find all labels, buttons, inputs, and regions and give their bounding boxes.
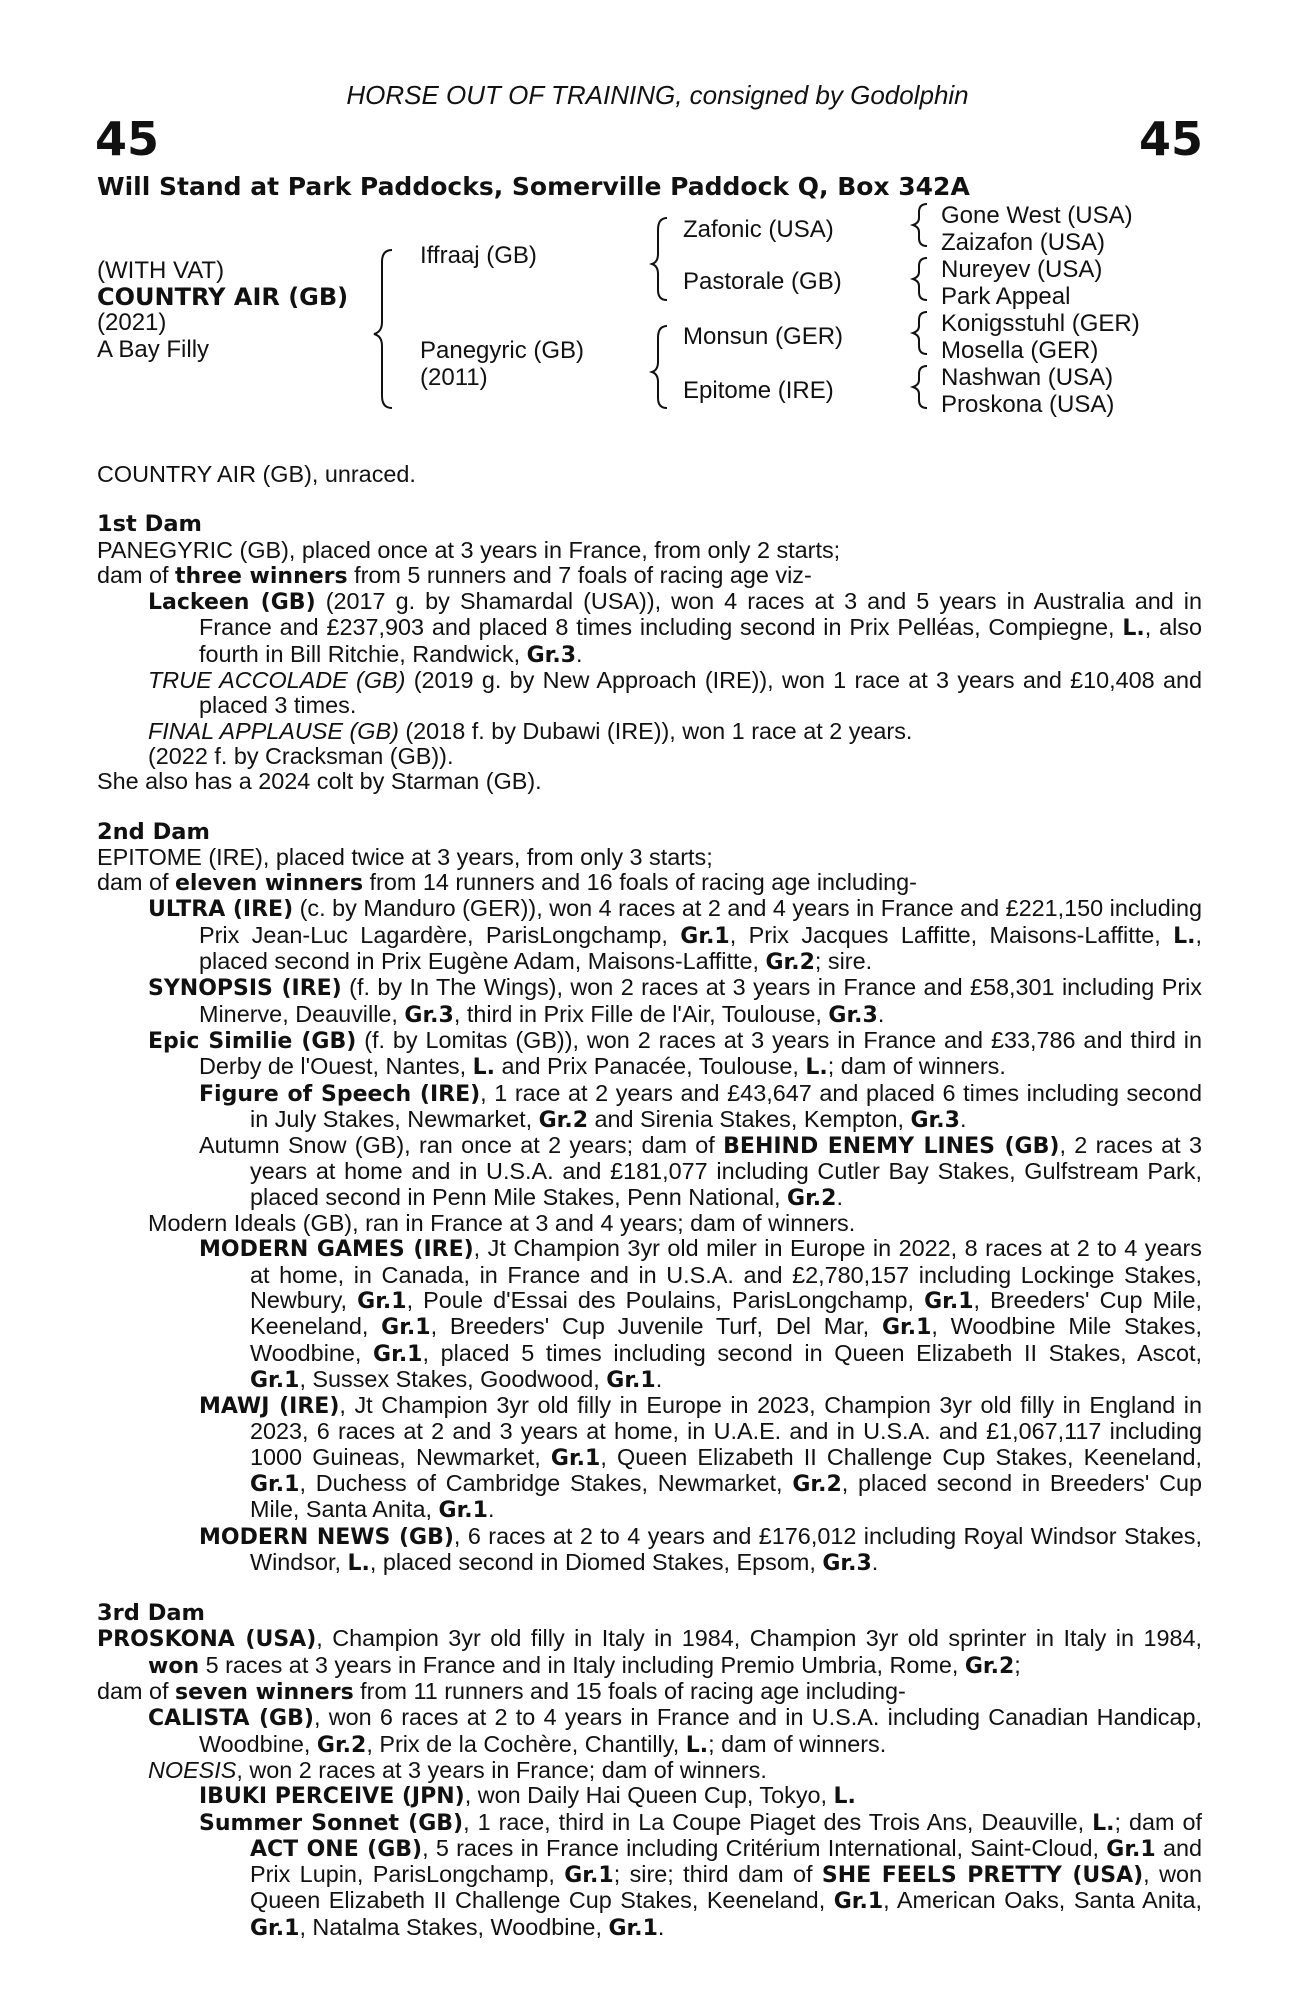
entry-modern-ideals: Modern Ideals (GB), ran in France at 3 and 4 years; dam of winners. [148,1210,856,1237]
gen4-7: Nashwan (USA) [941,364,1114,391]
entry-true-accolade: TRUE ACCOLADE (GB) (2019 g. by New Approach (IRE)), won 1 race at 3 years and £10,408 and placed 3 times. [148,667,1202,719]
stand-location: Will Stand at Park Paddocks, Somerville Paddock Q, Box 342A [97,172,970,201]
entry-2024-colt: She also has a 2024 colt by Starman (GB). [97,768,542,795]
second-dam-line: EPITOME (IRE), placed twice at 3 years, from only 3 starts; [97,843,713,870]
gen4-6: Mosella (GER) [941,337,1099,364]
entry-noesis: NOESIS, won 2 races at 3 years in France; dam of winners. [148,1756,767,1783]
entry-2022-filly: (2022 f. by Cracksman (GB)). [148,742,454,769]
entry-calista: CALISTA (GB), won 6 races at 2 to 4 years in France and in U.S.A. including Canadian Handicap, Woodbine, Gr.2, Prix de la Cochère, Chantilly, L.; dam of winners. [148,1704,1203,1758]
pedigree-notes [97,462,1202,1941]
granddam-sire: Pastorale (GB) [683,268,842,295]
sire-name: Iffraaj (GB) [420,242,537,269]
first-dam-heading: 1st Dam [97,511,202,538]
granddam-dam: Epitome (IRE) [683,377,834,404]
consignor-header: HORSE OUT OF TRAINING, consigned by Godolphin [346,80,969,110]
first-dam-line: PANEGYRIC (GB), placed once at 3 years in France, from only 2 starts; [97,536,841,563]
first-dam-produce: dam of three winners from 5 runners and 7 foals of racing age viz- [97,561,812,589]
gen4-8: Proskona (USA) [941,391,1115,418]
gen4-1: Gone West (USA) [941,202,1133,229]
dam-year: (2011) [420,364,488,391]
entry-epic-similie: Epic Similie (GB) (f. by Lomitas (GB)), won 2 races at 3 years in France and £33,786 and third in Derby de l'Ouest, Nantes, L. and Prix Panacée, Toulouse, L.; dam of winners. [148,1026,1202,1081]
second-dam-produce: dam of eleven winners from 14 runners and 16 foals of racing age including- [97,869,917,897]
grandsire-dam: Monsun (GER) [683,323,844,350]
gen4-4: Park Appeal [941,283,1071,310]
third-dam-produce: dam of seven winners from 11 runners and 15 foals of racing age including- [97,1678,906,1706]
entry-synopsis: SYNOPSIS (IRE) (f. by In The Wings), won 2 races at 3 years in France and £58,301 including Prix Minerve, Deauville, Gr.3, third in Prix Fille de l'Air, Toulouse, Gr.3. [148,974,1203,1028]
third-dam-heading: 3rd Dam [97,1600,205,1627]
lot-number-right: 45 [1138,112,1203,166]
horse-name: COUNTRY AIR (GB) [97,283,349,311]
gen4-2: Zaizafon (USA) [941,229,1106,256]
entry-final-applause: FINAL APPLAUSE (GB) (2018 f. by Dubawi (IRE)), won 1 race at 2 years. [148,717,913,744]
entry-ibuki-perceive: IBUKI PERCEIVE (JPN), won Daily Hai Queen Cup, Tokyo, L. [199,1782,856,1810]
gen4-5: Konigsstuhl (GER) [941,310,1140,337]
entry-summer-sonnet: Summer Sonnet (GB), 1 race, third in La Coupe Piaget des Trois Ans, Deauville, L.; dam of ACT ONE (GB), 5 races in France including Critérium International, Saint-Cloud, Gr.1 and Prix Lupin, ParisLongchamp, Gr.1; sire; third dam of SHE FEELS PRETTY (USA), won Queen Elizabeth II Challenge Cup Stakes, Keeneland, Gr.1, American Oaks, Santa Anita, Gr.1, Natalma Stakes, Woodbine, Gr.1. [199,1808,1202,1941]
lot-number-left: 45 [95,112,160,166]
gen4-3: Nureyev (USA) [941,256,1103,283]
entry-modern-news: MODERN NEWS (GB), 6 races at 2 to 4 years and £176,012 including Royal Windsor Stakes, Windsor, L., placed second in Diomed Stakes, Epsom, Gr.3. [199,1522,1202,1576]
horse-year: (2021) [97,309,167,336]
entry-figure-of-speech: Figure of Speech (IRE), 1 race at 2 years and £43,647 and placed 6 times including second in July Stakes, Newmarket, Gr.2 and Sirenia Stakes, Kempton, Gr.3. [199,1079,1202,1133]
entry-autumn-snow: Autumn Snow (GB), ran once at 2 years; dam of BEHIND ENEMY LINES (GB), 2 races at 3 years at home and in U.S.A. and £181,077 including Cutler Bay Stakes, Gulfstream Park, placed second in Penn Mile Stakes, Penn National, Gr.2. [199,1132,1203,1211]
unraced-note: COUNTRY AIR (GB), unraced. [97,461,416,487]
dam-name: Panegyric (GB) [420,337,585,364]
horse-description: A Bay Filly [97,336,210,363]
entry-lackeen: Lackeen (GB) (2017 g. by Shamardal (USA)), won 4 races at 3 and 5 years in Australia and in France and £237,903 and placed 8 times including second in Prix Pelléas, Compiegne, L., also fourth in Bill Ritchie, Randwick, Gr.3. [148,588,1202,668]
pedigree-braces [0,0,1315,430]
second-dam-heading: 2nd Dam [97,818,210,845]
entry-modern-games: MODERN GAMES (IRE), Jt Champion 3yr old miler in Europe in 2022, 8 races at 2 to 4 years at home, in Canada, in France and in U.S.A. and £2,780,157 including Lockinge Stakes, Newbury, Gr.1, Poule d'Essai des Poulains, ParisLongchamp, Gr.1, Breeders' Cup Mile, Keeneland, Gr.1, Breeders' Cup Juvenile Turf, Del Mar, Gr.1, Woodbine Mile Stakes, Woodbine, Gr.1, placed 5 times including second in Queen Elizabeth II Stakes, Ascot, Gr.1, Sussex Stakes, Goodwood, Gr.1. [199,1235,1202,1393]
grandsire-sire: Zafonic (USA) [683,216,834,243]
entry-mawj: MAWJ (IRE), Jt Champion 3yr old filly in Europe in 2023, Champion 3yr old filly in England in 2023, 6 races at 2 and 3 years at home, in U.A.E. and in U.S.A. and £1,067,117 including 1000 Guineas, Newmarket, Gr.1, Queen Elizabeth II Challenge Cup Stakes, Keeneland, Gr.1, Duchess of Cambridge Stakes, Newmarket, Gr.2, placed second in Breeders' Cup Mile, Santa Anita, Gr.1. [199,1392,1202,1524]
third-dam-line: PROSKONA (USA), Champion 3yr old filly in Italy in 1984, Champion 3yr old sprinter in Italy in 1984, won 5 races at 3 years in France and in Italy including Premio Umbria, Rome, Gr.2; [97,1625,1202,1679]
entry-ultra: ULTRA (IRE) (c. by Manduro (GER)), won 4 races at 2 and 4 years in France and £221,150 including Prix Jean-Luc Lagardère, ParisLongchamp, Gr.1, Prix Jacques Laffitte, Maisons-Laffitte, L., placed second in Prix Eugène Adam, Maisons-Laffitte, Gr.2; sire. [148,895,1203,976]
vat-label: (WITH VAT) [97,257,225,284]
